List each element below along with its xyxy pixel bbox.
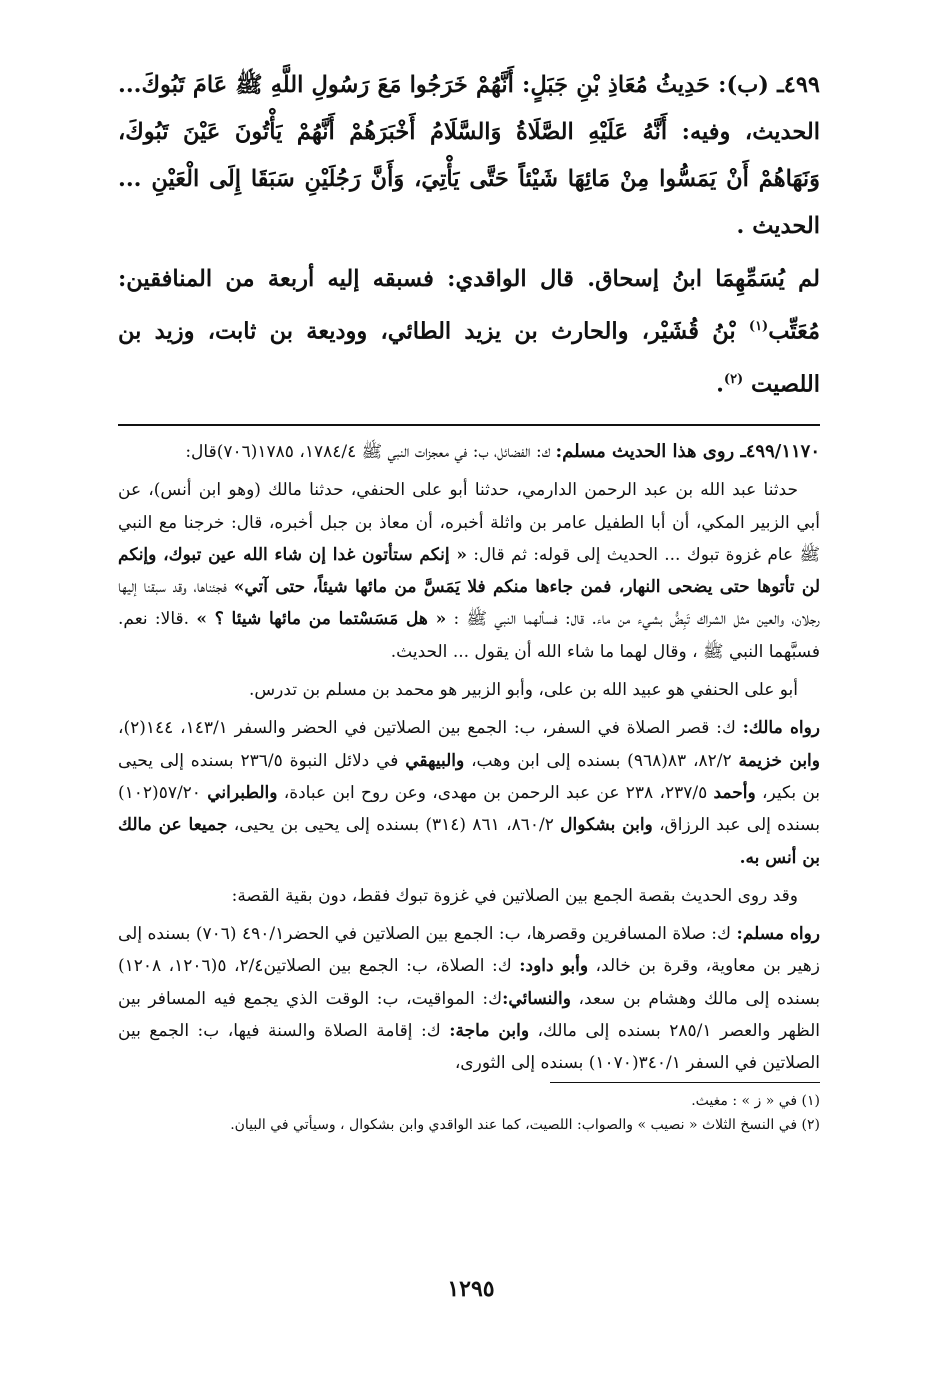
footnote-1: (١) في « ز » : مغيث. bbox=[691, 1092, 820, 1109]
takhrij-text: ك: المواقيت، ب: الوقت الذي يجمع فيه المسافر بين الظهر والعصر ٢٨٥/١ بسنده إلى مالك، bbox=[118, 988, 821, 1042]
takhrij-text: ٢٣٧/٥، ٢٣٨ عن عبد الرحمن بن مهدى، وعن روح ابن عبادة، bbox=[277, 782, 714, 803]
takhrij-text: في دلائل النبوة ٢٣٦/٥ بسنده إلى يحيى بن بكير، bbox=[118, 750, 821, 803]
hadith-text bbox=[118, 62, 820, 408]
quoted-speech-2: « هل مَسَسْتما من مائها شيئا ؟ » bbox=[196, 609, 447, 630]
footnote-ref-1: (١) bbox=[748, 319, 769, 334]
takhrij-source-ibn-khuzayma: وابن خزيمة bbox=[738, 750, 820, 771]
section-separator bbox=[118, 424, 820, 426]
takhrij-source-bayhaqi: والبيهقي bbox=[405, 750, 465, 771]
takhrij-source-ibn-bashkuwal: وابن بشكوال bbox=[560, 815, 653, 836]
takhrij-text: ك: إقامة الصلاة والسنة فيها، ب: الجمع بين الصلاتين في السفر ٣٤٠/١(١٠٧٠) بسنده إلى الثورى، bbox=[118, 1021, 820, 1074]
hadith-paragraph-2-start: لم يُسَمِّهِمَا ابنُ إسحاق. قال الواقدي: فسبقه إليه أربعة من المنافقين: مُعَتِّب bbox=[118, 266, 820, 345]
takhrij-summary: جميعا عن مالك بن أنس به. bbox=[118, 815, 820, 868]
takhrij-malik-paragraph bbox=[118, 712, 820, 873]
isnad-continuation: فجئناها، وقد سبقنا إليها رجلان، والعين مثل الشراك تَبِضُّ بشيء من ماء. قال: فسألهما النبي ﷺ : bbox=[118, 577, 820, 630]
quoted-speech-1: « إنكم ستأتون غدا إن شاء الله عين تبوك، وإنكم لن تأتوها حتى يضحى النهار، فمن جاءها منكم فلا يَمَسَّ من مائها شيئاً، حتى آتي» bbox=[118, 544, 820, 598]
footnote-ref-2: (٢) bbox=[723, 371, 744, 387]
commentary-isnad-paragraph bbox=[118, 474, 820, 668]
commentary-heading bbox=[118, 436, 820, 468]
commentary-text bbox=[118, 436, 820, 1080]
takhrij-text: ٨٦٠/٢، ٨٦١ (٣١٤) بسنده إلى يحيى بن يحيى، bbox=[227, 815, 561, 836]
takhrij-text: ك: صلاة المسافرين وقصرها، ب: الجمع بين الصلاتين في الحضر٤٩٠/١ (٧٠٦) بسنده إلى زهير بن معاوية، وقرة بن خالد، bbox=[118, 924, 820, 977]
takhrij-source-muslim: رواه مسلم: bbox=[736, 924, 820, 945]
footnote-rule bbox=[550, 1082, 820, 1083]
isnad-text: حدثنا عبد الله بن عبد الرحمن الدارمي، حدثنا أبو على الحنفي، حدثنا مالك (وهو ابن أنس)، عن أبي الزبير المكي، أن أبا الطفيل عامر بن واثلة أخبره، أن معاذ بن جبل أخبره، قال: خرجنا مع النبي ﷺ عام غزوة تبوك ... الحديث إلى قوله: ثم قال: bbox=[118, 480, 820, 565]
footnote-2: (٢) في النسخ الثلاث « نصيب » والصواب: اللصيت، كما عند الواقدي وابن بشكوال ، وسيأتي في البيان. bbox=[230, 1116, 820, 1133]
hadith-paragraph-2-end: . bbox=[716, 371, 724, 397]
narrators-note: أبو على الحنفي هو عبيد الله بن على، وأبو الزبير هو محمد بن مسلم بن تدرس. bbox=[249, 680, 798, 701]
takhrij-text: ك: قصر الصلاة في السفر، ب: الجمع بين الصلاتين في الحضر والسفر ١٤٣/١، ١٤٤(٢)، bbox=[118, 718, 743, 739]
isnad-ending: .قالا: نعم. فسبَّهما النبي ﷺ ، وقال لهما ما شاء الله أن يقول ... الحديث. bbox=[118, 609, 820, 662]
commentary-heading-rest: ك: الفضائل، ب: في معجزات النبي ﷺ ١٧٨٤/٤، ١٧٨٥(٧٠٦)قال: bbox=[185, 442, 556, 462]
takhrij-source-ahmad: وأحمد bbox=[713, 782, 756, 803]
additional-narration-note: وقد روى الحديث بقصة الجمع بين الصلاتين في غزوة تبوك فقط، دون بقية القصة: bbox=[231, 885, 798, 906]
hadith-paragraph-2-middle: بْنُ قُشَيْر، والحارث بن يزيد الطائي، ووديعة بن ثابت، وزيد بن اللصيت bbox=[118, 318, 820, 397]
hadith-paragraph-2 bbox=[118, 256, 820, 408]
takhrij-source-malik: رواه مالك: bbox=[742, 718, 820, 739]
takhrij-source-abu-dawud: وأبو داود: bbox=[519, 956, 589, 977]
takhrij-source-ibn-majah: وابن ماجة: bbox=[449, 1021, 530, 1042]
takhrij-muslim-paragraph bbox=[118, 918, 820, 1079]
takhrij-text: ٥٧/٢٠(١٠٢) بسنده إلى عبد الرزاق، bbox=[118, 782, 821, 836]
page-number: ١٢٩٥ bbox=[447, 1276, 495, 1302]
commentary-heading-bold: ٤٩٩/١١٧٠ـ روى هذا الحديث مسلم: bbox=[555, 441, 820, 462]
hadith-paragraph-1: ٤٩٩ـ (ب): حَدِيثُ مُعَاذِ بْنِ جَبَلٍ: أَنَّهُمْ خَرَجُوا مَعَ رَسُولِ اللَّهِ ﷺ عَامَ تَبُوكَ... الحديث، وفيه: أَنَّهُ عَلَيْهِ الصَّلَاةُ وَالسَّلَامُ أَخْبَرَهُمْ أَنَّهُمْ يَأْتُونَ عَيْنَ تَبُوكَ، وَنَهَاهُمْ أَنْ يَمَسُّوا مِنْ مَائِهَا شَيْئاً حَتَّى يَأْتِيَ، وَأَنَّ رَجُلَيْنِ سَبَقَا إِلَى الْعَيْنِ ... الحديث . bbox=[118, 72, 820, 239]
takhrij-text: ٨٢/٢، ٨٣(٩٦٨) بسنده إلى ابن وهب، bbox=[464, 750, 739, 771]
footnotes bbox=[118, 1089, 820, 1137]
takhrij-source-nasai: والنسائي: bbox=[502, 988, 571, 1009]
takhrij-text: ك: الصلاة، ب: الجمع بين الصلاتين٢/٤، ٥(١٢٠٦، ١٢٠٨) بسنده إلى مالك وهشام بن سعد، bbox=[118, 956, 820, 1009]
takhrij-source-tabarani: والطبراني bbox=[207, 782, 278, 803]
